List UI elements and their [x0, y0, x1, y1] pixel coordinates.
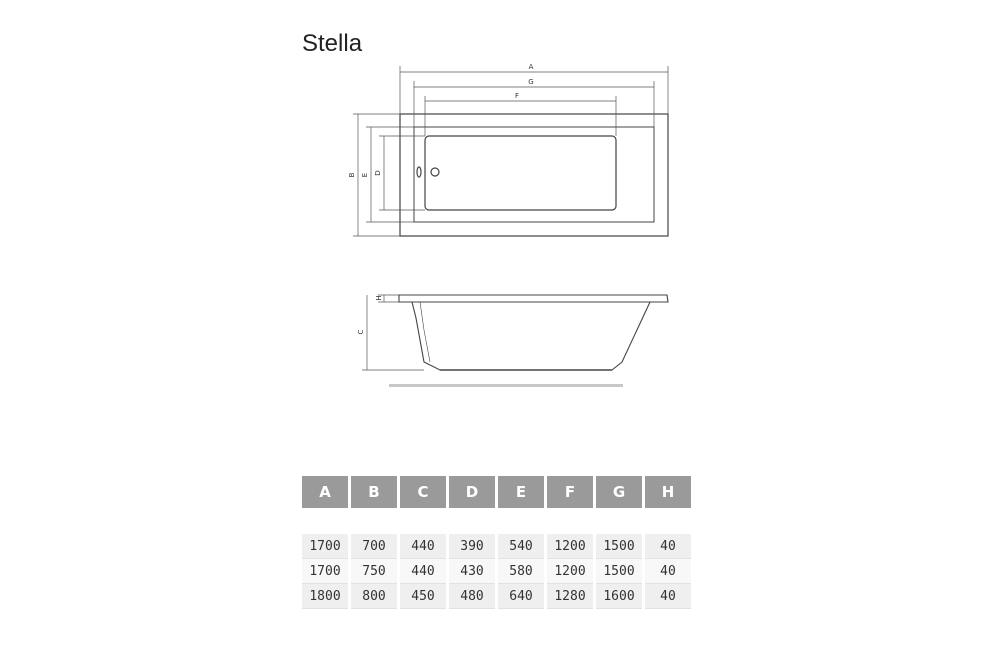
drain-icon	[431, 168, 439, 176]
shell-profile	[412, 302, 650, 370]
dim-d-label: D	[374, 170, 382, 176]
table-cell: 750	[351, 559, 397, 584]
table-cell: 540	[498, 534, 544, 559]
table-row	[302, 534, 691, 559]
dim-c-label: C	[357, 329, 365, 335]
header-g: G	[596, 476, 642, 508]
header-h: H	[645, 476, 691, 508]
table-cell: 390	[449, 534, 495, 559]
product-title: Stella	[302, 30, 363, 57]
table-row	[302, 584, 691, 609]
table-cell: 1600	[596, 584, 642, 609]
table-cell: 440	[400, 559, 446, 584]
outer-rim	[400, 114, 668, 236]
dim-a-label: A	[528, 63, 534, 71]
dim-g-label: G	[528, 78, 534, 86]
table-cell: 800	[351, 584, 397, 609]
dim-h-label: H	[375, 295, 383, 301]
rim-profile	[399, 295, 668, 302]
table-cell: 1500	[596, 559, 642, 584]
dim-e-label: E	[361, 172, 369, 178]
dimensions-table	[299, 476, 694, 609]
table-cell: 40	[645, 559, 691, 584]
table-cell: 1200	[547, 534, 593, 559]
basin-floor	[425, 136, 616, 210]
table-header-row	[302, 476, 691, 508]
table-cell: 1700	[302, 534, 348, 559]
top-view	[400, 114, 668, 236]
header-d: D	[449, 476, 495, 508]
table-cell: 1700	[302, 559, 348, 584]
table-cell: 640	[498, 584, 544, 609]
table-cell: 40	[645, 584, 691, 609]
table-cell: 1280	[547, 584, 593, 609]
inner-shell	[414, 127, 654, 222]
floor-line	[389, 384, 623, 387]
header-b: B	[351, 476, 397, 508]
side-view	[399, 295, 668, 370]
table-cell: 40	[645, 534, 691, 559]
table-cell: 1500	[596, 534, 642, 559]
table-cell: 450	[400, 584, 446, 609]
table-cell: 480	[449, 584, 495, 609]
dim-b-label: B	[348, 172, 356, 178]
header-c: C	[400, 476, 446, 508]
header-f: F	[547, 476, 593, 508]
dim-f-label: F	[514, 92, 520, 100]
table-row	[302, 559, 691, 584]
table-cell: 700	[351, 534, 397, 559]
table-cell: 1800	[302, 584, 348, 609]
table-cell: 430	[449, 559, 495, 584]
header-a: A	[302, 476, 348, 508]
table-cell: 440	[400, 534, 446, 559]
header-e: E	[498, 476, 544, 508]
table-cell: 1200	[547, 559, 593, 584]
table-cell: 580	[498, 559, 544, 584]
overflow-icon	[417, 167, 421, 177]
